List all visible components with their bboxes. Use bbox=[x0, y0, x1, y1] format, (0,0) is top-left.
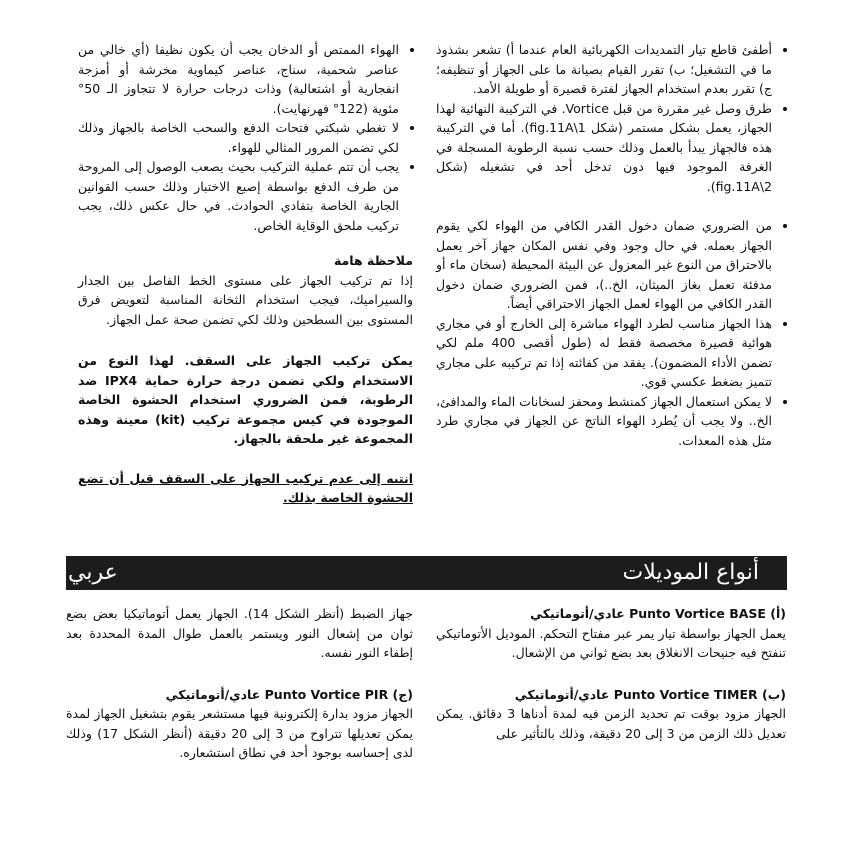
section-title: أنواع الموديلات bbox=[622, 560, 759, 585]
models-left-column bbox=[66, 604, 413, 763]
bullet-item: • الهواء الممتص أو الدخان يجب أن يكون نظيفا (أي خالي من عناصر شحمية، سناج، عناصر كيماوية مخرشة أو أمزجة انفجارية أو اشتعالية) وذات درجات حرارة لا تتجاوز الـ 50° مئوية (122° فهرنهايت). bbox=[78, 40, 399, 118]
model-c-heading: (ج) Punto Vortice PIR عادي/أتوماتيكي bbox=[165, 686, 413, 702]
model-b-continued-text: جهاز الضبط (أنظر الشكل 14). الجهاز يعمل أتوماتيكيا بعض بضع ثوان من إشعال النور ويستمر بالعمل طوال المدة المحددة بعد إطفاء النور نفسه. bbox=[66, 606, 413, 660]
bullet-item: • لا تغطي شبكتي فتحات الدفع والسحب الخاصة بالجهاز وذلك لكي تضمن المرور المثالي للهواء. bbox=[78, 118, 399, 157]
bullet-item: • هذا الجهاز مناسب لطرد الهواء مباشرة إلى الخارج أو في مجاري هوائية قصيرة مخصصة فقط له (طول أقصى 400 ملم لكي تضمن الأداء المضمون). يفقد من كفائته إذا تم تركيبه على مجاري تتميز بضغط عكسي قوي. bbox=[436, 314, 772, 392]
bullet-item: • أطفئ قاطع تيار التمديدات الكهربائية العام عندما أ) تشعر بشذوذ ما في التشغيل؛ ب) تقرر القيام بصيانة ما على الجهاز أو تنظيفه؛ ج) تقرر بعدم استخدام الجهاز لفترة قصيرة أو طويلة الأمد. bbox=[436, 40, 772, 99]
language-label: عربي bbox=[68, 560, 118, 585]
note-title: ملاحظة هامة bbox=[333, 253, 413, 268]
bullet-item: • من الضروري ضمان دخول القدر الكافي من الهواء لكي يقوم الجهاز بعمله. في حال وجود وفي نفس المكان جهاز آخر يعمل بالاحتراق من النوع غير المعزول عن البيئة المحيطة (سخان ماء أو مدفئة تعمل بغاز الميثان، الخ..)، فمن الضروري ضمان دخول القدر الكافي من الهواء لعمل الجهاز الاحتراقي أيضاً. bbox=[436, 216, 772, 314]
safety-bullet-list bbox=[436, 40, 786, 450]
models-right-column bbox=[436, 604, 786, 743]
model-a-heading: (أ) Punto Vortice BASE عادي/أتوماتيكي bbox=[530, 606, 786, 621]
bullet-item: • لا يمكن استعمال الجهاز كمنشط ومحفز لسخانات الماء والمدافئ، الخ.. ولا يجب أن يُطرد الهواء الناتج عن الجهاز في مجاري طرد مثل هذه المعدات. bbox=[436, 392, 772, 451]
bullet-item: • يجب أن تتم عملية التركيب بحيث يصعب الوصول إلى المروحة من طرف الدفع بواسطة إصبع الاختبار وذلك حسب القوانين الجارية الخاصة بتفادي الحوادث. في حال عكس ذلك، يجب تركيب ملحق الوقاية الخاص. bbox=[78, 157, 399, 235]
model-c-text: الجهاز مزود بدارة إلكترونية فيها مستشعر يقوم بتشغيل الجهاز لمدة يمكن تعديلها تتراوح من 3 إلى 20 دقيقة (أنظر الشكل 17) وذلك لدى إحساسه بوجود أحد في نطاق استشعاره. bbox=[66, 706, 414, 760]
ceiling-warning: انتبه إلى عدم تركيب الجهاز على السقف قبل أن تضع الحشوة الخاصة بذلك. bbox=[78, 470, 413, 505]
bullet-item: • طرق وصل غير مقررة من قبل Vortice. في التركيبة النهائية لهذا الجهاز، يعمل بشكل مستمر (شكل fig.11A\1). أما في التركيبة هذه فالجهاز يبدأ بالعمل وذلك حسب نسبة الرطوبة المسجلة في الغرفة الموجود فيها دون تدخل أحد في تشغيله (شكل fig.11A\2). bbox=[436, 99, 772, 197]
ceiling-install-paragraph: يمكن تركيب الجهاز على السقف. لهذا النوع من الاستخدام ولكي تضمن درجة حرارة حماية IPX4 ضد الرطوبة، فمن الضروري استخدام الحشوة الخاصة الموجودة في كيس مجموعة تركيب (kit) معينة وهذه المجموعة غير ملحقة بالجهاز. bbox=[78, 353, 413, 446]
left-column bbox=[78, 40, 413, 508]
right-column bbox=[436, 40, 786, 450]
model-a-text: يعمل الجهاز بواسطة تيار يمر عبر مفتاح التحكم. الموديل الأتوماتيكي تنفتح فيه جنيحات الانغلاق بعد بضع ثواني من الإشعال. bbox=[436, 625, 786, 660]
note-text: إذا تم تركيب الجهاز على مستوى الخط الفاصل بين الجدار والسيراميك، فيجب استخدام الثخانة المناسبة لتعويض فرق المستوى بين السطحين وذلك لكي تضمن صحة عمل الجهاز. bbox=[78, 272, 413, 327]
model-b-text: الجهاز مزود بوقت تم تحديد الزمن فيه لمدة أدناها 3 دقائق. يمكن تعديل ذلك الزمن من 3 إلى 20 دقيقة، وذلك بالتأثير على bbox=[436, 706, 786, 741]
safety-bullet-list bbox=[78, 40, 413, 235]
model-b-heading: (ب) Punto Vortice TIMER عادي/أتوماتيكي bbox=[514, 686, 786, 702]
section-banner bbox=[66, 556, 787, 590]
